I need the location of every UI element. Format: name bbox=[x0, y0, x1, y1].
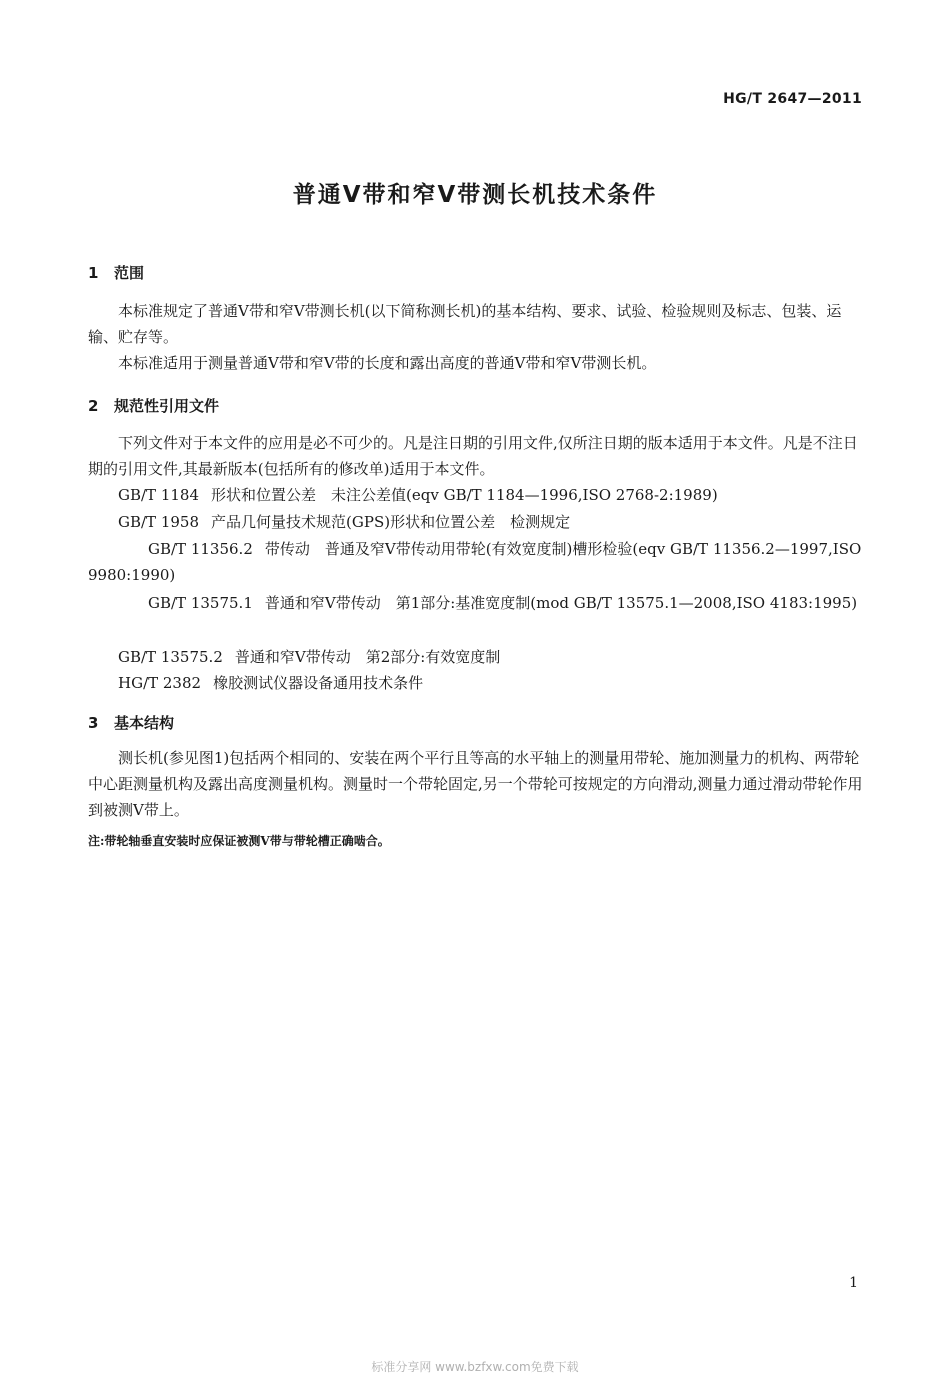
reference-code: GB/T 1958 bbox=[118, 513, 200, 531]
reference-text: 普通和窄V带传动 第2部分:有效宽度制 bbox=[234, 648, 501, 666]
reference-code: GB/T 13575.1 bbox=[148, 594, 253, 612]
reference-code: GB/T 1184 bbox=[118, 486, 200, 504]
section-title: 范围 bbox=[114, 264, 145, 282]
page-number: 1 bbox=[849, 1275, 858, 1291]
standard-code: HG/T 2647—2011 bbox=[723, 91, 862, 107]
document-title: 普通V带和窄V带测长机技术条件 bbox=[292, 182, 658, 208]
section-3-heading bbox=[88, 712, 174, 733]
section-1-heading bbox=[88, 262, 144, 283]
reference-item bbox=[118, 482, 864, 508]
section-title: 规范性引用文件 bbox=[114, 397, 220, 415]
reference-item bbox=[88, 536, 864, 588]
watermark: 标准分享网 www.bzfxw.com免费下载 bbox=[371, 1360, 579, 1374]
reference-text: 产品几何量技术规范(GPS)形状和位置公差 检测规定 bbox=[211, 513, 571, 531]
scope-paragraph-2: 本标准适用于测量普通V带和窄V带的长度和露出高度的普通V带和窄V带测长机。 bbox=[118, 354, 657, 372]
reference-item bbox=[118, 670, 864, 696]
reference-item bbox=[118, 644, 864, 670]
structure-paragraph: 测长机(参见图1)包括两个相同的、安装在两个平行且等高的水平轴上的测量用带轮、施加测量力的机构、两带轮中心距测量机构及露出高度测量机构。测量时一个带轮固定,另一个带轮可按规定的方向滑动,测量力通过滑动带轮作用到被测V带上。 bbox=[88, 749, 863, 819]
reference-text: 橡胶测试仪器设备通用技术条件 bbox=[213, 674, 424, 692]
references-intro: 下列文件对于本文件的应用是必不可少的。凡是注日期的引用文件,仅所注日期的版本适用于本文件。凡是不注日期的引用文件,其最新版本(包括所有的修改单)适用于本文件。 bbox=[88, 434, 858, 478]
reference-text: 普通和窄V带传动 第1部分:基准宽度制(mod GB/T 13575.1—2008,ISO 4183:1995) bbox=[264, 594, 858, 612]
section-2-heading bbox=[88, 395, 219, 416]
reference-code: GB/T 13575.2 bbox=[118, 648, 223, 666]
section-number: 3 bbox=[88, 714, 99, 732]
structure-note: 注:带轮轴垂直安装时应保证被测V带与带轮槽正确啮合。 bbox=[88, 834, 390, 848]
reference-text: 带传动 普通及窄V带传动用带轮(有效宽度制)槽形检验(eqv GB/T 11356.2—1997,ISO 9980:1990) bbox=[88, 540, 862, 584]
reference-code: HG/T 2382 bbox=[118, 674, 202, 692]
reference-code: GB/T 11356.2 bbox=[148, 540, 253, 558]
reference-text: 形状和位置公差 未注公差值(eqv GB/T 1184—1996,ISO 2768-2:1989) bbox=[211, 486, 718, 504]
scope-paragraph-1: 本标准规定了普通V带和窄V带测长机(以下简称测长机)的基本结构、要求、试验、检验规则及标志、包装、运输、贮存等。 bbox=[88, 302, 842, 346]
section-number: 1 bbox=[88, 264, 99, 282]
section-number: 2 bbox=[88, 397, 99, 415]
section-title: 基本结构 bbox=[114, 714, 175, 732]
reference-item bbox=[88, 590, 864, 616]
reference-item bbox=[118, 509, 864, 535]
